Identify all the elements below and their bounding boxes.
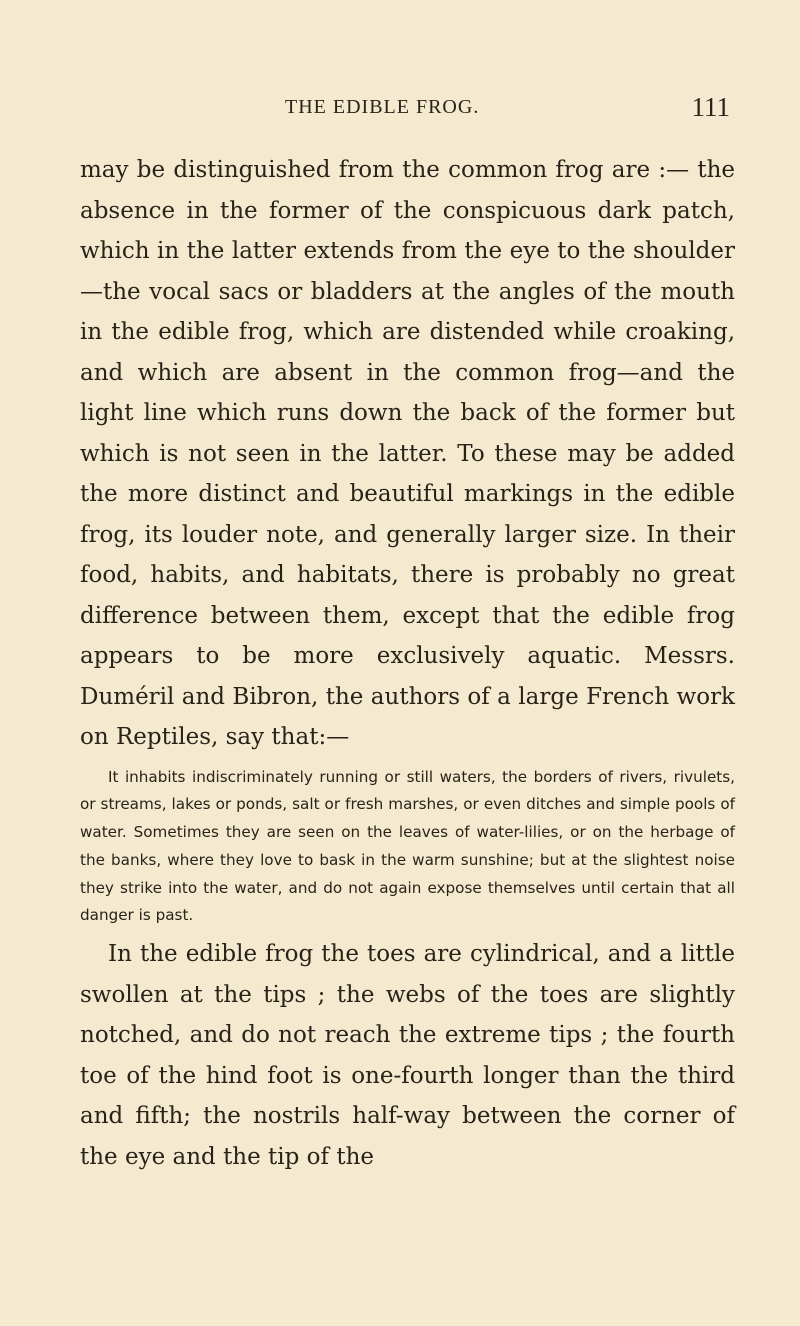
paragraph-2: In the edible frog the toes are cylindrical, and a little swollen at the tips ; the webs of the toes are slightly notched, and do not reach the extreme tips ; the fourth toe of the hind foot is one-fourth longer than the third and fifth; the nostrils half-way between the corner of the eye and the tip of the [80, 941, 735, 1170]
page-number: 111 [691, 92, 730, 122]
paragraph-1: may be distinguished from the common frog are :— the absence in the former of the conspicuous dark patch, which in the latter extends from the eye to the shoulder—the vocal sacs or bladders at the angles of the mouth in the edible frog, which are distended while croaking, and which are absent in the common frog—and the light line which runs down the back of the former but which is not seen in the latter. To these may be added the more distinct and beautiful markings in the edible frog, its louder note, and generally larger size. In their food, habits, and habitats, there is probably no great difference between them, except that the edible frog appears to be more exclusively aquatic. Messrs. Duméril and Bibron, the authors of a large French work on Reptiles, say that:— [80, 157, 735, 750]
page-body [80, 150, 735, 1177]
block-quote: It inhabits indiscriminately running or still waters, the borders of rivers, rivulets, or streams, lakes or ponds, salt or fresh marshes, or even ditches and simple pools of water. Sometimes they are seen on the leaves of water-lilies, or on the herbage of the banks, where they love to bask in the warm sunshine; but at the slightest noise they strike into the water, and do not again expose themselves until certain that all danger is past. [80, 767, 735, 925]
page-header [80, 92, 730, 136]
running-title: THE EDIBLE FROG. [285, 96, 480, 118]
